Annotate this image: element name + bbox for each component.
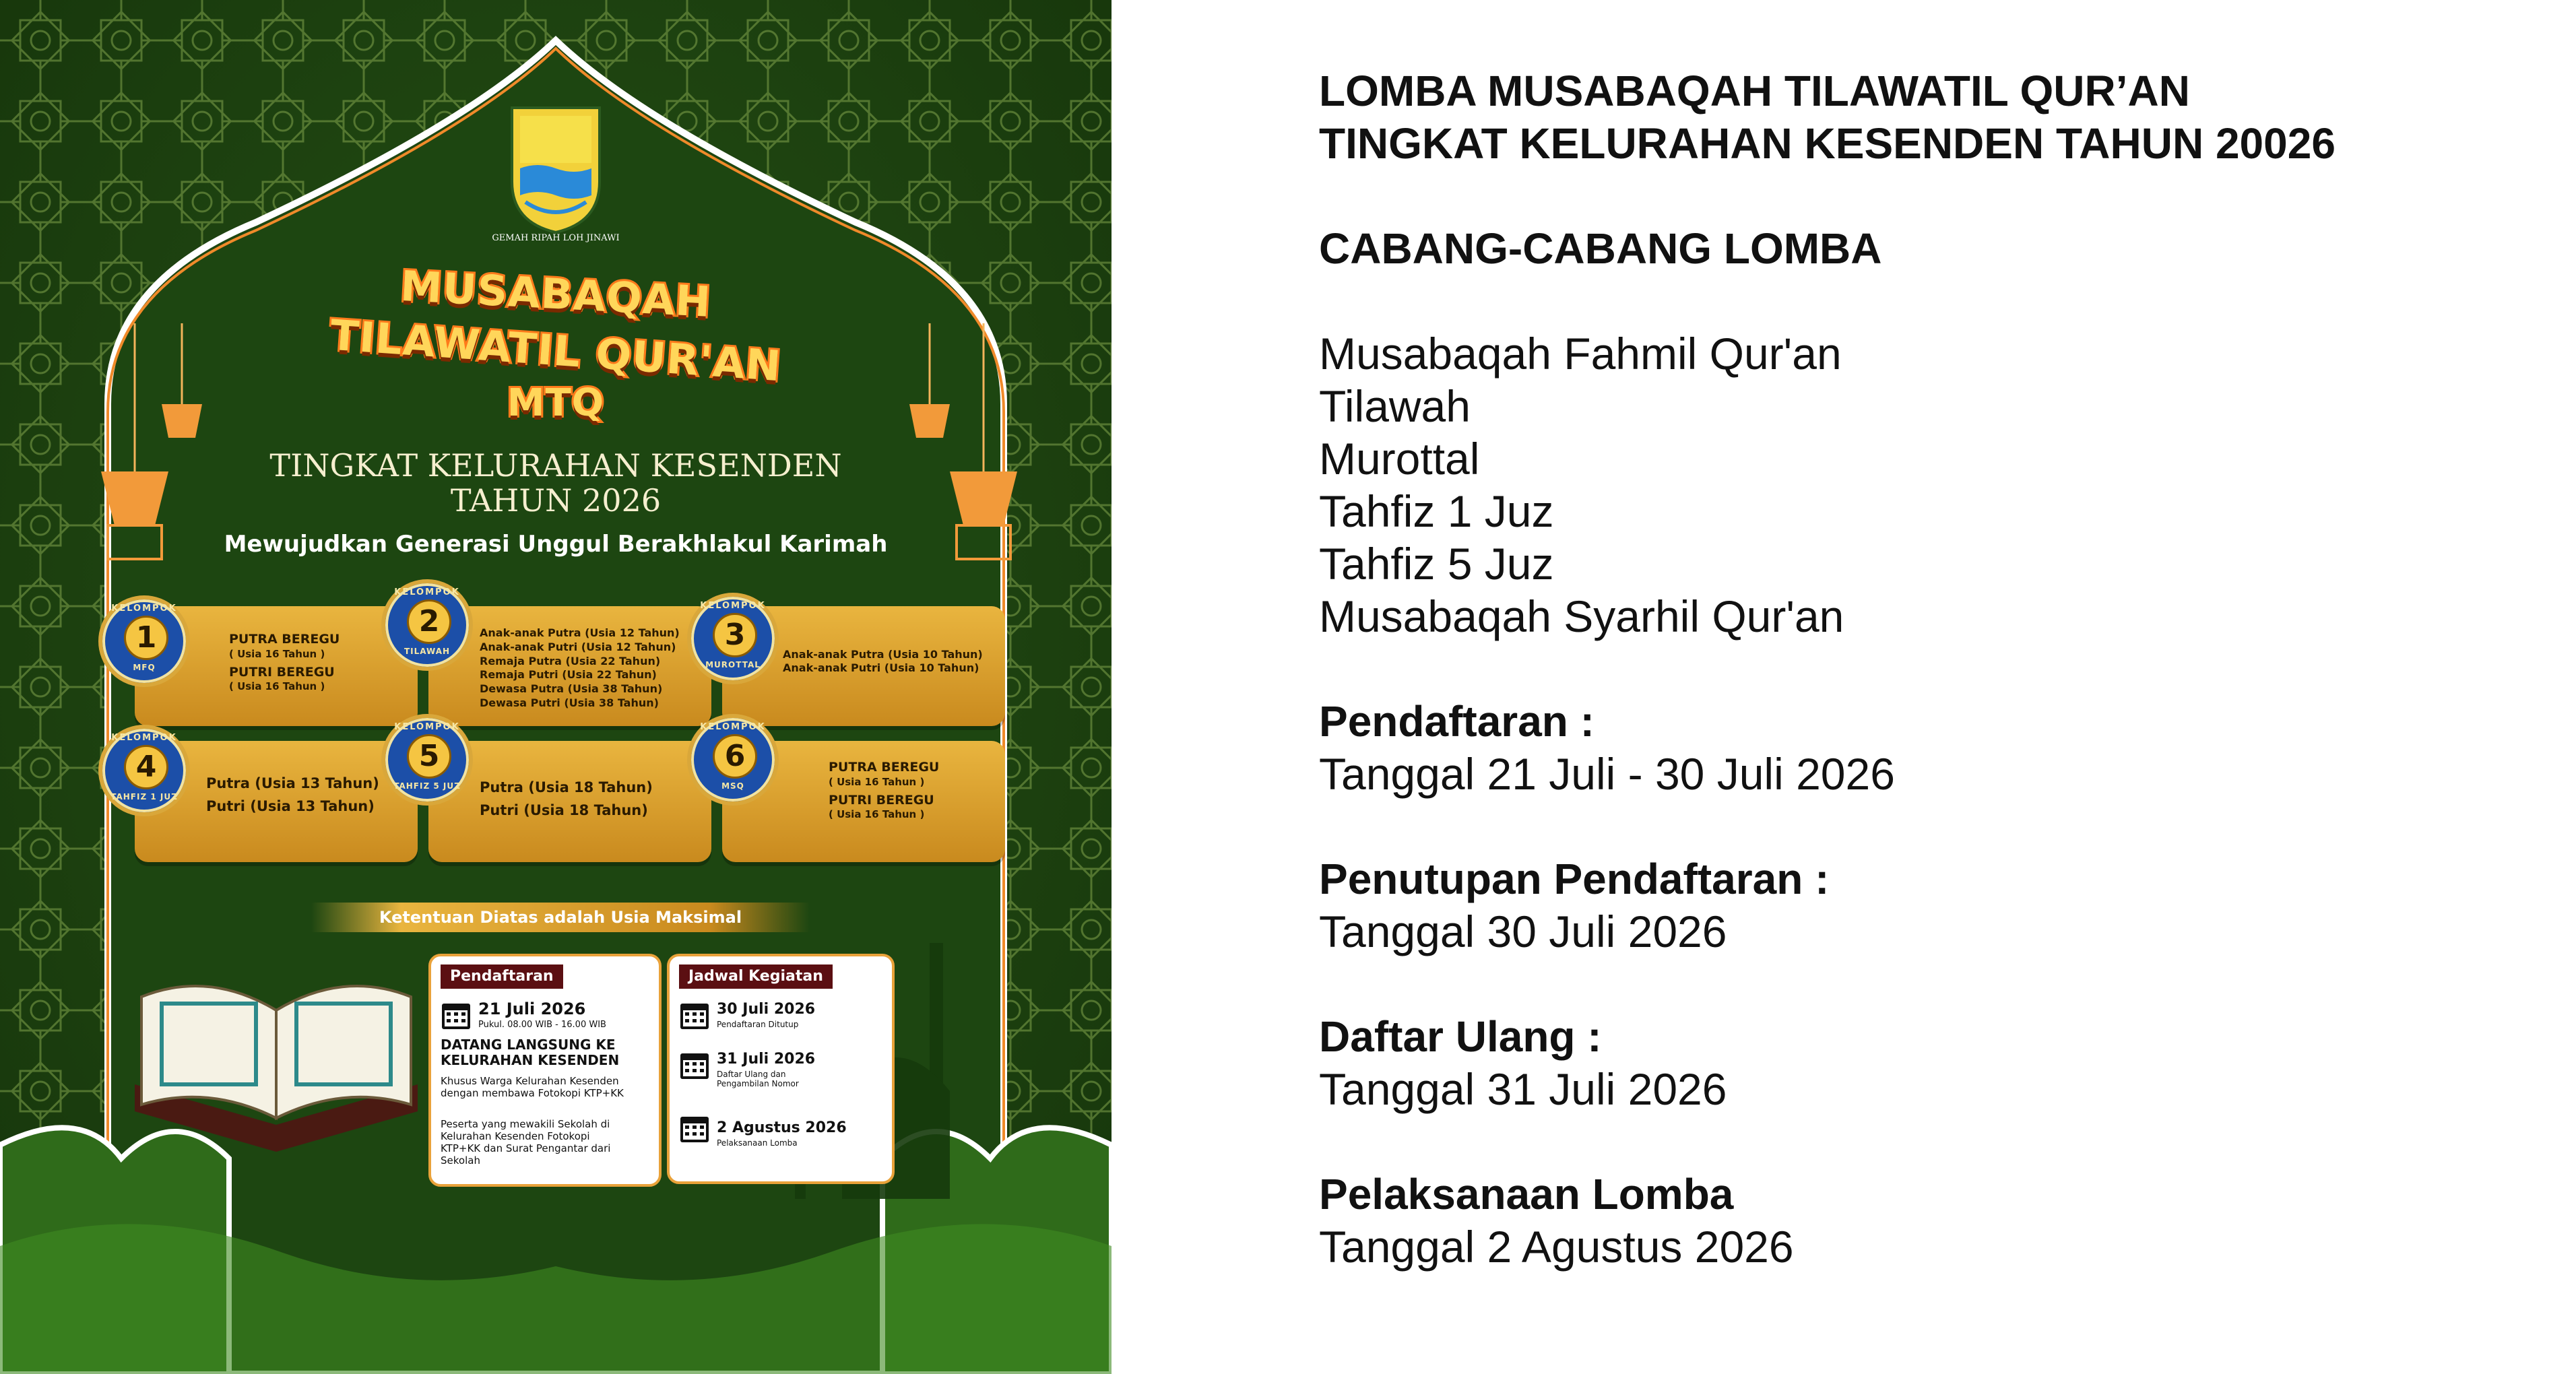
poster-title-line3: MTQ	[507, 381, 605, 425]
group-2-details: Anak-anak Putra (Usia 12 Tahun) Anak-anak Putri (Usia 12 Tahun) Remaja Putra (Usia 22 Tahun) Remaja Putri (Usia 22 Tahun) Dewasa Putra (Usia 38 Tahun) Dewasa Putri (Usia 38 Tahun)	[480, 626, 680, 709]
group-badge-4: KELOMPOK 4 TAHFIZ 1 JUZ	[98, 725, 190, 816]
schedule-box	[667, 954, 895, 1184]
schedule-desc-1: Pendaftaran Ditutup	[717, 1020, 799, 1029]
schedule-desc-3: Pelaksanaan Lomba	[717, 1138, 798, 1148]
calendar-icon	[679, 1000, 710, 1030]
schedule-date-3: 2 Agustus 2026	[717, 1119, 847, 1136]
group-1-details: PUTRA BEREGU ( Usia 16 Tahun ) PUTRI BEREGU ( Usia 16 Tahun )	[229, 632, 340, 693]
calendar-icon	[679, 1113, 710, 1144]
group-3-details: Anak-anak Putra (Usia 10 Tahun) Anak-anak Putri (Usia 10 Tahun)	[783, 648, 983, 674]
mtq-poster	[0, 0, 1112, 1374]
calendar-icon	[441, 1000, 472, 1030]
registration-time: Pukul. 08.00 WIB - 16.00 WIB	[478, 1020, 606, 1030]
registration-date: 21 Juli 2026	[478, 1000, 586, 1018]
info-title-line2: TINGKAT KELURAHAN KESENDEN TAHUN 20026	[1319, 119, 2336, 168]
registration-note-2: Peserta yang mewakili Sekolah di Kelurahan Kesenden Fotokopi KTP+KK dan Surat Pengantar dari Sekolah	[441, 1118, 611, 1167]
branch-item: Murottal	[1319, 434, 1480, 484]
registration-note-1: Khusus Warga Kelurahan Kesenden dengan membawa Fotokopi KTP+KK	[441, 1075, 624, 1099]
calendar-icon	[679, 1049, 710, 1080]
event-value: Tanggal 2 Agustus 2026	[1319, 1222, 1794, 1272]
schedule-desc-2: Daftar Ulang dan Pengambilan Nomor	[717, 1070, 799, 1089]
group-5-details: Putra (Usia 18 Tahun) Putri (Usia 18 Tahun)	[480, 779, 653, 819]
schedule-header: Jadwal Kegiatan	[679, 964, 833, 989]
reregistration-heading: Daftar Ulang :	[1319, 1012, 1602, 1061]
poster-title-line1: MUSABAQAH	[399, 261, 713, 327]
closing-value: Tanggal 30 Juli 2026	[1319, 907, 1727, 956]
schedule-date-1: 30 Juli 2026	[717, 1001, 816, 1018]
poster-tagline: Mewujudkan Generasi Unggul Berakhlakul Karimah	[224, 531, 888, 558]
event-info-text	[1319, 65, 2532, 1273]
group-4-details: Putra (Usia 13 Tahun) Putri (Usia 13 Tahun)	[206, 775, 379, 815]
logo-caption: GEMAH RIPAH LOH JINAWI	[492, 233, 620, 243]
group-badge-5: KELOMPOK 5 TAHFIZ 5 JUZ	[381, 714, 473, 806]
branch-item: Musabaqah Fahmil Qur'an	[1319, 329, 1842, 379]
branch-item: Tilawah	[1319, 381, 1471, 431]
poster-subtitle-line2: TAHUN 2026	[450, 482, 662, 519]
branch-item: Tahfiz 1 Juz	[1319, 486, 1554, 536]
group-badge-3: KELOMPOK 3 MUROTTAL	[687, 593, 779, 684]
registration-box	[428, 954, 662, 1187]
branches-heading: CABANG-CABANG LOMBA	[1319, 224, 1882, 273]
group-badge-2: KELOMPOK 2 TILAWAH	[381, 579, 473, 671]
reregistration-value: Tanggal 31 Juli 2026	[1319, 1064, 1727, 1114]
branch-item: Musabaqah Syarhil Qur'an	[1319, 591, 1844, 641]
group-badge-6: KELOMPOK 6 MSQ	[687, 714, 779, 806]
registration-header: Pendaftaran	[441, 964, 563, 989]
registration-value: Tanggal 21 Juli - 30 Juli 2026	[1319, 749, 1895, 799]
closing-heading: Penutupan Pendaftaran :	[1319, 855, 1830, 903]
poster-subtitle-line1: TINGKAT KELURAHAN KESENDEN	[269, 447, 842, 484]
registration-instruction: DATANG LANGSUNG KE KELURAHAN KESENDEN	[441, 1037, 620, 1068]
registration-heading: Pendaftaran :	[1319, 697, 1595, 746]
group-6-details: PUTRA BEREGU ( Usia 16 Tahun ) PUTRI BEREGU ( Usia 16 Tahun )	[829, 760, 940, 821]
age-rule-ribbon: Ketentuan Diatas adalah Usia Maksimal	[311, 903, 810, 932]
poster-title-line2: TILAWATIL QUR'AN	[328, 310, 783, 391]
event-heading: Pelaksanaan Lomba	[1319, 1170, 1734, 1218]
schedule-date-2: 31 Juli 2026	[717, 1051, 816, 1068]
emblem-logo	[512, 108, 600, 232]
group-badge-1: KELOMPOK 1 MFQ	[98, 595, 190, 687]
branch-item: Tahfiz 5 Juz	[1319, 539, 1554, 589]
info-title-line1: LOMBA MUSABAQAH TILAWATIL QUR’AN	[1319, 67, 2190, 115]
